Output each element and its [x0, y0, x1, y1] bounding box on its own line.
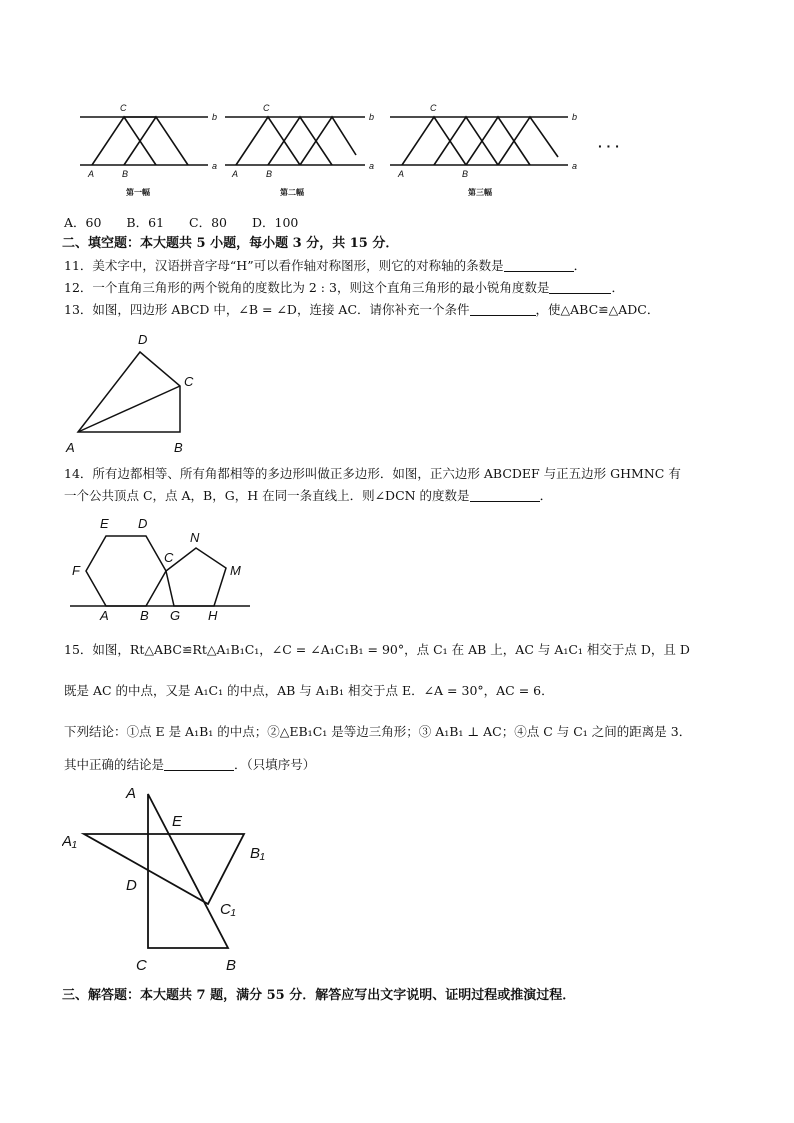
fig3-label-A: A [398, 169, 405, 179]
pattern-figures [60, 95, 660, 205]
q15-label-D: D [126, 877, 137, 894]
q14 [64, 488, 552, 504]
q14-label-B: B [140, 608, 149, 623]
q11 [64, 258, 586, 274]
ellipsis: · · · [598, 138, 620, 154]
q11-text: 11．美术字中，汉语拼音字母“H”可以看作轴对称图形，则它的对称轴的条数是 [64, 258, 504, 273]
q14-label-E: E [100, 516, 109, 531]
q12 [64, 280, 624, 296]
fig1-label-A: A [88, 169, 95, 179]
q14-label-F: F [72, 563, 80, 578]
section2-heading: 二、填空题：本大题共 5 小题，每小题 3 分，共 15 分． [62, 236, 399, 251]
q15-line2: 既是 AC 的中点，又是 A₁C₁ 的中点，AB 与 A₁B₁ 相交于点 E．∠A = 30°，AC = 6． [64, 683, 554, 698]
q11-blank [504, 259, 574, 272]
fig2-label-c: C [263, 103, 270, 113]
q15-figure [62, 780, 282, 978]
q12-blank [549, 281, 611, 294]
q13-label-D: D [138, 332, 148, 347]
q15-line4: 其中正确的结论是 [64, 757, 165, 772]
q15-line3: 下列结论：①点 E 是 A₁B₁ 的中点；②△EB₁C₁ 是等边三角形；③ A₁B₁ ⊥ AC；④点 C 与 C₁ 之间的距离是 3． [64, 724, 692, 739]
q15 [64, 757, 315, 773]
q14-line2: 一个公共顶点 C，点 A，B，G，H 在同一条直线上．则∠DCN 的度数是 [64, 488, 470, 503]
q15-end: ．（只填序号） [234, 757, 316, 772]
fig2-caption: 第二幅 [280, 188, 304, 197]
q13-figure [62, 328, 212, 458]
q13-text: 13．如图，四边形 ABCD 中，∠B = ∠D，连接 AC．请你补充一个条件 [64, 302, 470, 317]
fig1-label-a: a [212, 161, 218, 171]
q15-label-E: E [172, 813, 183, 830]
q13-end: ，使△ABC≌△ADC． [535, 302, 660, 317]
q15-line1: 15．如图，Rt△ABC≌Rt△A₁B₁C₁，∠C = ∠A₁C₁B₁ = 90°，点 C₁ 在 AB 上，AC 与 A₁C₁ 相交于点 D，且 D [64, 642, 690, 657]
fig1-label-B: B [122, 169, 129, 179]
q12-end: ． [611, 280, 624, 295]
q14-label-D: D [138, 516, 148, 531]
q14-figure [62, 512, 262, 632]
q14-blank [470, 489, 540, 502]
q14-line1: 14．所有边都相等、所有角都相等的多边形叫做正多边形．如图，正六边形 ABCDEF 与正五边形 GHMNC 有 [64, 466, 681, 481]
fig1-label-c: C [120, 103, 127, 113]
fig3-label-c: C [430, 103, 437, 113]
q11-end: ． [573, 258, 587, 273]
fig2-label-A: A [232, 169, 239, 179]
q13-blank [470, 303, 536, 316]
q14-label-C: C [164, 550, 174, 565]
fig3-label-a: a [572, 161, 578, 171]
q15-label-A1: A₁ [62, 833, 77, 850]
q14-label-G: G [170, 608, 181, 623]
q14-end: ． [539, 488, 553, 503]
q15-label-B: B [226, 957, 237, 974]
q10-options: A．60 B．61 C．80 D．100 [64, 215, 299, 230]
q15-label-B1: B₁ [250, 845, 265, 862]
q14-label-M: M [230, 563, 241, 578]
q15-label-C: C [136, 957, 147, 974]
q13 [64, 302, 659, 318]
fig3-label-B: B [462, 169, 469, 179]
q14-label-H: H [208, 608, 218, 623]
fig1-caption: 第一幅 [126, 188, 150, 197]
fig3-caption: 第三幅 [468, 188, 492, 197]
fig2-label-B: B [266, 169, 273, 179]
q14-label-A: A [100, 608, 109, 623]
q13-label-C: C [184, 374, 194, 389]
q15-blank [164, 758, 234, 771]
q12-text: 12．一个直角三角形的两个锐角的度数比为 2 : 3，则这个直角三角形的最小锐角度数是 [64, 280, 550, 295]
section3-heading: 三、解答题：本大题共 7 题，满分 55 分．解答应写出文字说明、证明过程或推演过程． [62, 988, 576, 1003]
q14-label-N: N [190, 530, 200, 545]
q13-label-B: B [174, 440, 183, 455]
q15-label-A: A [126, 785, 137, 802]
fig1-label-b: b [212, 112, 218, 122]
q15-label-C1: C₁ [220, 901, 236, 918]
q13-label-A: A [66, 440, 75, 455]
fig2-label-a: a [369, 161, 375, 171]
fig3-label-b: b [572, 112, 578, 122]
fig2-label-b: b [369, 112, 375, 122]
